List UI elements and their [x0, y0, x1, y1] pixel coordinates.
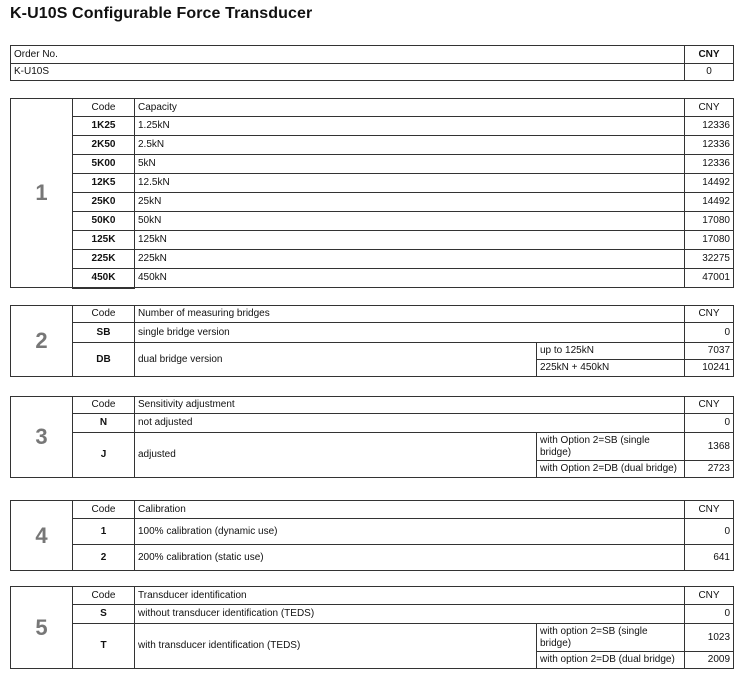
option-price: 17080 [685, 212, 734, 231]
option-code: T [73, 624, 135, 669]
table-row [11, 545, 734, 571]
price-header: CNY [685, 501, 734, 519]
table-row [11, 414, 734, 433]
table-row [11, 250, 734, 269]
option-code: 1 [73, 519, 135, 545]
option-code: 225K [73, 250, 135, 269]
option-price: 0 [685, 414, 734, 433]
order-value-label: K-U10S [11, 64, 685, 81]
option-description: dual bridge version [135, 343, 537, 377]
option-code: N [73, 414, 135, 433]
description-header: Transducer identification [135, 587, 685, 605]
sub-option-price: 2723 [685, 461, 734, 478]
order-header-price: CNY [685, 46, 734, 64]
table-row [11, 193, 734, 212]
section-number: 1 [11, 99, 73, 288]
code-header: Code [73, 587, 135, 605]
option-price: 0 [685, 605, 734, 624]
section-4-calibration [10, 500, 734, 571]
table-row [11, 624, 734, 652]
table-row [11, 212, 734, 231]
option-price: 32275 [685, 250, 734, 269]
option-code: 25K0 [73, 193, 135, 212]
option-description: adjusted [135, 433, 537, 478]
option-price: 641 [685, 545, 734, 571]
sub-option-label: 225kN + 450kN [537, 360, 685, 377]
price-header: CNY [685, 397, 734, 414]
price-header: CNY [685, 306, 734, 323]
description-header: Number of measuring bridges [135, 306, 685, 323]
table-row [11, 433, 734, 461]
table-row [11, 519, 734, 545]
description-header: Sensitivity adjustment [135, 397, 685, 414]
section-number: 4 [11, 501, 73, 571]
section-2-measuring-bridges [10, 305, 734, 377]
option-code: 2K50 [73, 136, 135, 155]
option-code: 5K00 [73, 155, 135, 174]
table-row [11, 117, 734, 136]
order-number-table [10, 45, 734, 81]
option-description: without transducer identification (TEDS) [135, 605, 685, 624]
option-price: 14492 [685, 193, 734, 212]
option-description: single bridge version [135, 323, 685, 343]
option-code: 1K25 [73, 117, 135, 136]
order-value-price: 0 [685, 64, 734, 81]
section-number: 5 [11, 587, 73, 669]
option-description: 125kN [135, 231, 685, 250]
option-description: 1.25kN [135, 117, 685, 136]
sub-option-price: 2009 [685, 652, 734, 669]
option-description: 200% calibration (static use) [135, 545, 685, 571]
option-price: 0 [685, 323, 734, 343]
price-header: CNY [685, 99, 734, 117]
table-row [11, 174, 734, 193]
option-code: DB [73, 343, 135, 377]
code-header: Code [73, 397, 135, 414]
sub-option-price: 10241 [685, 360, 734, 377]
option-code: 50K0 [73, 212, 135, 231]
option-description: 450kN [135, 269, 685, 288]
price-header: CNY [685, 587, 734, 605]
table-row [11, 231, 734, 250]
option-code: S [73, 605, 135, 624]
option-price: 14492 [685, 174, 734, 193]
option-code: 125K [73, 231, 135, 250]
section-1-capacity [10, 98, 734, 289]
option-description: 12.5kN [135, 174, 685, 193]
sub-option-price: 7037 [685, 343, 734, 360]
option-code: J [73, 433, 135, 478]
sub-option-label: with Option 2=DB (dual bridge) [537, 461, 685, 478]
sub-option-price: 1023 [685, 624, 734, 652]
option-price: 12336 [685, 136, 734, 155]
section-number: 3 [11, 397, 73, 478]
sub-option-label: up to 125kN [537, 343, 685, 360]
description-header: Capacity [135, 99, 685, 117]
code-header: Code [73, 501, 135, 519]
table-row [11, 605, 734, 624]
sub-option-label: with Option 2=SB (single bridge) [537, 433, 685, 461]
option-price: 17080 [685, 231, 734, 250]
table-row [11, 323, 734, 343]
option-description: not adjusted [135, 414, 685, 433]
section-5-transducer-identification [10, 586, 734, 669]
code-header: Code [73, 306, 135, 323]
option-price: 47001 [685, 269, 734, 288]
option-description: 5kN [135, 155, 685, 174]
table-row [11, 136, 734, 155]
option-description: 50kN [135, 212, 685, 231]
option-description: 25kN [135, 193, 685, 212]
section-3-sensitivity-adjustment [10, 396, 734, 478]
option-code: 12K5 [73, 174, 135, 193]
option-description: 225kN [135, 250, 685, 269]
table-row [11, 343, 734, 360]
option-code: SB [73, 323, 135, 343]
table-row [11, 155, 734, 174]
sub-option-price: 1368 [685, 433, 734, 461]
sub-option-label: with option 2=DB (dual bridge) [537, 652, 685, 669]
option-description: 100% calibration (dynamic use) [135, 519, 685, 545]
option-price: 12336 [685, 117, 734, 136]
option-code: 450K [73, 269, 135, 288]
table-row [11, 269, 734, 288]
option-description: with transducer identification (TEDS) [135, 624, 537, 669]
sub-option-label: with option 2=SB (single bridge) [537, 624, 685, 652]
code-header: Code [73, 99, 135, 117]
option-price: 12336 [685, 155, 734, 174]
option-description: 2.5kN [135, 136, 685, 155]
order-header-label: Order No. [11, 46, 685, 64]
page-title: K-U10S Configurable Force Transducer [10, 5, 313, 22]
section-number: 2 [11, 306, 73, 377]
option-price: 0 [685, 519, 734, 545]
option-code: 2 [73, 545, 135, 571]
description-header: Calibration [135, 501, 685, 519]
